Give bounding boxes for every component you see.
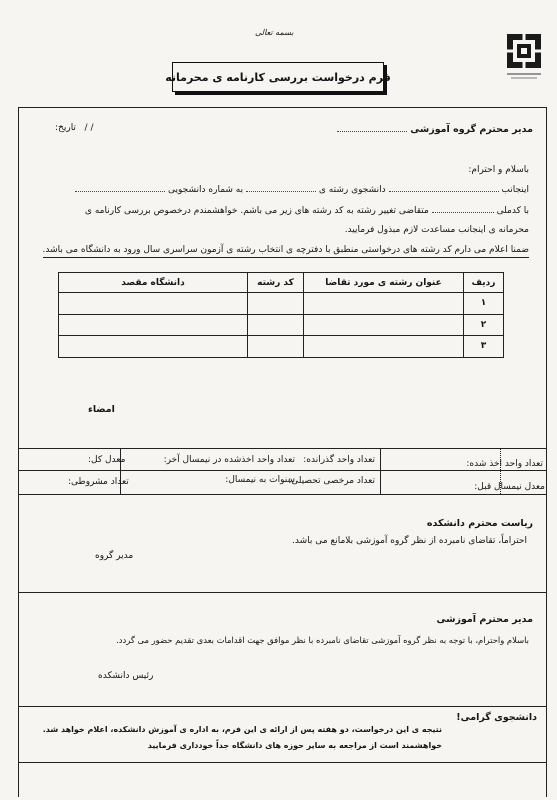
- table-row[interactable]: ۳: [59, 336, 504, 358]
- national-id-field[interactable]: [432, 205, 494, 213]
- col-row: ردیف: [464, 273, 504, 293]
- letter-greeting: باسلام و احترام:: [468, 165, 529, 175]
- dept-addressee: ریاست محترم دانشکده: [426, 518, 533, 529]
- letter-line2: با کدملی متقاضی تغییر رشته به کد رشته های زیر می باشم. خواهشمندم درخصوص بررسی کارنامه ی: [84, 206, 529, 216]
- letter-line3: محرمانه ی اینجانب مساعدت لازم مبذول فرمایید.: [344, 225, 529, 235]
- leave-count: تعداد مرخصی تحصیلی:: [288, 476, 375, 486]
- requested-majors-table: [58, 272, 504, 358]
- faculty-body: باسلام واحترام، با توجه به نظر گروه آموزشی تقاضای نامبرده با نظر موافق جهت اقدامات بعدی تقدیم حضور می گردد.: [116, 635, 529, 645]
- basmala: بسمه تعالی: [255, 28, 294, 37]
- dept-signer: مدیر گروه: [95, 551, 134, 561]
- notice-line2: خواهشمند است از مراجعه به سایر حوزه های دانشگاه جداً خودداری فرمایید: [147, 741, 442, 750]
- prev-gpa: معدل نیمسال قبل:: [474, 482, 545, 492]
- units-taken: تعداد واحد اخذ شده:: [466, 459, 543, 469]
- faculty-addressee: مدیر محترم آموزشی: [436, 614, 533, 625]
- form-title: فرم درخواست بررسی کارنامه ی محرمانه: [165, 70, 391, 84]
- date-field[interactable]: [55, 124, 93, 134]
- major-field[interactable]: [246, 184, 316, 192]
- name-field[interactable]: [389, 184, 499, 192]
- notice-line1: نتیجه ی این درخواست، دو هفته پس از ارائه ی این فرم، به اداره ی آموزش دانشکده، اعلام خواهد شد.: [42, 725, 442, 734]
- signature-label: امضاء: [88, 404, 115, 415]
- table-row[interactable]: ۱: [59, 293, 504, 315]
- col-major-code: کد رشته: [248, 273, 304, 293]
- semester-years: سنوات به نیمسال:: [225, 475, 295, 485]
- table-header-row: [59, 273, 504, 293]
- notice-title: دانشجوی گرامی!: [456, 712, 537, 723]
- university-logo: [503, 32, 545, 82]
- letter-addressee: مدیر محترم گروه آموزشی: [337, 124, 533, 135]
- letter-line1: اینجانب دانشجوی رشته ی به شماره دانشجویی: [75, 184, 529, 196]
- col-destination: دانشگاه مقصد: [59, 273, 248, 293]
- units-passed: تعداد واحد گذرانده:: [303, 455, 375, 465]
- table-row[interactable]: ۲: [59, 314, 504, 336]
- col-major-title: عنوان رشته ی مورد تقاضا: [304, 273, 464, 293]
- student-id-field[interactable]: [75, 184, 165, 192]
- dept-body: احتراماً، تقاضای نامبرده از نظر گروه آموزشی بلامانع می باشد.: [292, 536, 527, 546]
- units-current: تعداد واحد اخذشده در نیمسال آخر:: [163, 455, 295, 465]
- date-value: / /: [84, 123, 94, 133]
- title-box: [165, 62, 391, 92]
- probation-count: تعداد مشروطی:: [68, 477, 129, 487]
- letter-line4: ضمنا اعلام می دارم کد رشته های درخواستی منطبق با دفترچه ی انتخاب رشته ی آزمون سراسری سال ورود به دانشگاه می باشد.: [43, 246, 529, 258]
- date-label: تاریخ:: [55, 123, 76, 133]
- total-gpa: معدل کل:: [88, 455, 126, 465]
- faculty-signer: رئیس دانشکده: [98, 671, 154, 681]
